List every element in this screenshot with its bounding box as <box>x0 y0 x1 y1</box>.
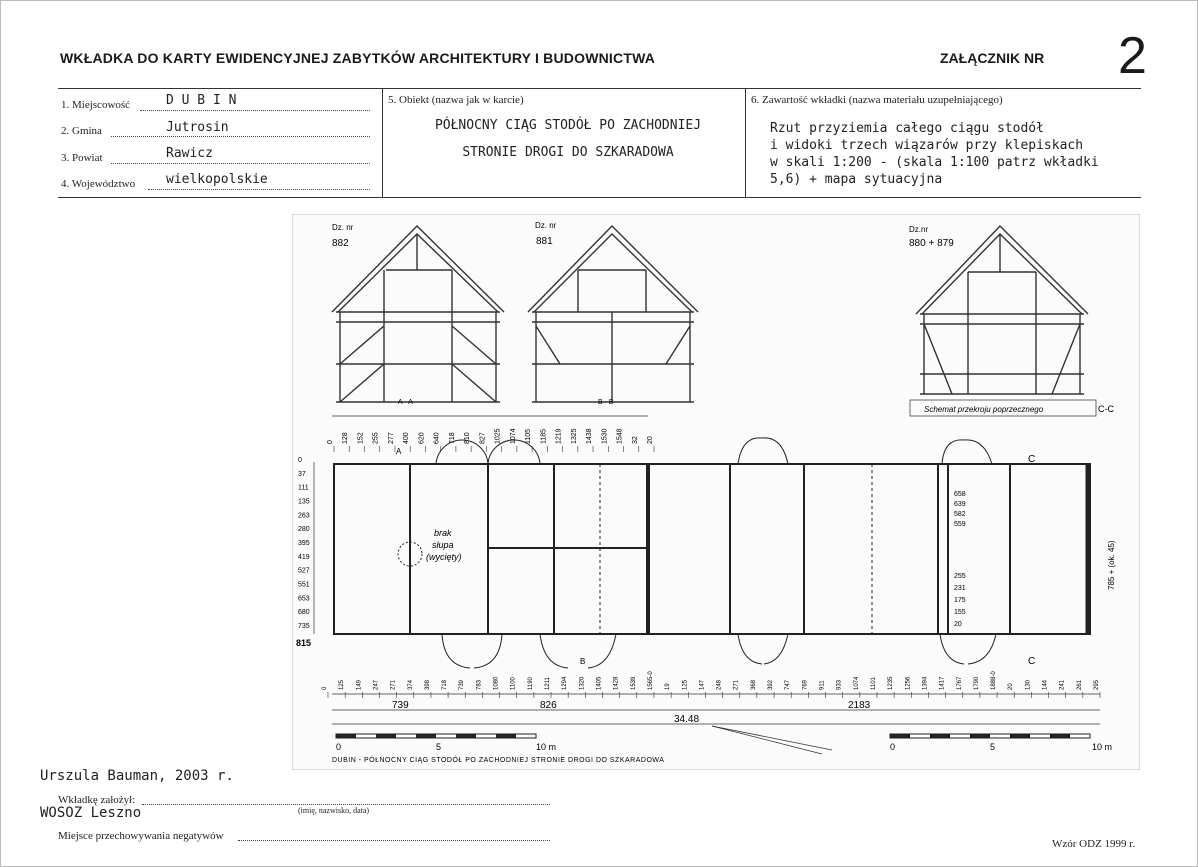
bottom-dim-label: 1256 <box>905 676 912 690</box>
bottom-dim-label: 1101 <box>870 677 877 690</box>
top-dim-label: 1438 <box>586 428 594 444</box>
top-dim-label: 400 <box>403 432 411 444</box>
column-divider-2 <box>745 88 746 197</box>
top-dim-label: 718 <box>448 432 456 444</box>
bottom-dim-label: 1539 <box>630 676 637 690</box>
top-dim-label: 152 <box>357 432 365 444</box>
bottom-dim-label: 130 <box>1025 679 1032 690</box>
bottom-dim-label: 271 <box>733 679 740 690</box>
top-dim-label: 1548 <box>616 428 624 444</box>
content-line-2: i widoki trzech wiązarów przy klepiskach <box>770 138 1084 153</box>
content-line-4: 5,6) + mapa sytuacyjna <box>770 172 943 187</box>
bottom-dim-label: 769 <box>802 679 809 690</box>
bottom-dim-label: 368 <box>750 679 757 690</box>
bottom-dim-label: 0 <box>322 686 328 690</box>
left-dim-label: 735 <box>298 623 310 630</box>
gmina-dots <box>111 136 370 137</box>
note-line-1: brak <box>434 528 452 538</box>
bottom-dim-label: 1417 <box>939 676 946 690</box>
bottom-dim-label: 149 <box>356 679 363 690</box>
bottom-dim-label: 1888-0 <box>991 671 998 690</box>
bottom-dim-label: 1294 <box>562 676 569 690</box>
left-dim-label: 551 <box>298 581 310 589</box>
scale-right-end: 10 m <box>1092 742 1113 752</box>
bottom-dim-label: 1190 <box>527 677 534 690</box>
label-c-bottom: C <box>1028 656 1036 667</box>
top-dim-label: 1185 <box>540 428 548 444</box>
gmina-value: Jutrosin <box>166 120 229 135</box>
left-dim-label: 37 <box>298 470 306 478</box>
gmina-label: 2. Gmina <box>61 125 102 137</box>
top-dim-label: 255 <box>372 432 380 444</box>
bottom-dim-label: 1320 <box>579 676 586 690</box>
powiat-value: Rawicz <box>166 146 213 161</box>
plot3-label: Dz.nr <box>909 225 929 234</box>
drawing-caption: DUBIN - PÓŁNOCNY CIĄG STODÓŁ PO ZACHODNIEJ STRONIE DROGI DO SZKARADOWA <box>332 757 665 764</box>
left-dim-label: 0 <box>298 457 302 464</box>
top-dim-label: 1219 <box>555 428 563 444</box>
top-dim-label: 277 <box>387 432 395 444</box>
right-dim-lower-label: 255 <box>954 573 966 580</box>
left-dim-label: 395 <box>298 540 310 547</box>
top-dim-label: 0 <box>327 440 334 444</box>
right-dim-lower-label: 20 <box>954 621 962 628</box>
miejscowosc-value: D U B I N <box>166 93 237 108</box>
object-label: 5. Obiekt (nazwa jak w karcie) <box>388 94 524 106</box>
bottom-dim-label: 144 <box>1042 679 1049 690</box>
architectural-drawing <box>292 214 1140 770</box>
bottom-dim-label: 241 <box>1059 679 1066 690</box>
drawing-svg <box>292 214 1140 770</box>
powiat-dots <box>111 163 370 164</box>
made-by-label: Wkładkę założył: <box>58 794 136 806</box>
scale-right-start: 0 <box>890 742 896 752</box>
scale-right-mid: 5 <box>990 742 996 752</box>
header-rule <box>58 88 1141 89</box>
top-dim-label: 32 <box>631 436 639 444</box>
right-dim-upper-label: 639 <box>954 501 966 508</box>
bottom-dim-label: 783 <box>476 679 483 690</box>
bottom-dim-label: 1767 <box>956 676 963 690</box>
table-bottom-rule <box>58 197 1141 198</box>
bottom-dim-label: 1405 <box>596 676 603 690</box>
label-a-top: A <box>396 447 402 456</box>
content-line-3: w skali 1:200 - (skala 1:100 patrz wkładki <box>770 155 1099 170</box>
plot1-label: Dz. nr <box>332 223 354 232</box>
bottom-dim-label: 1211 <box>545 677 552 690</box>
content-label: 6. Zawartość wkładki (nazwa materiału uzupełniającego) <box>751 94 1003 106</box>
bottom-dim-label: 747 <box>785 679 792 690</box>
wojewodztwo-label: 4. Województwo <box>61 178 136 190</box>
bottom-dim-label: 739 <box>459 679 466 690</box>
top-dim-label: 1025 <box>494 428 502 444</box>
wojewodztwo-dots <box>148 189 370 190</box>
top-dim-label: 128 <box>342 432 350 444</box>
bottom-dim-label: 125 <box>339 679 346 690</box>
span-2: 826 <box>540 700 557 711</box>
bottom-dim-label: 20 <box>1008 683 1015 690</box>
note-line-3: (wycięty) <box>426 552 462 562</box>
note-line-2: słupa <box>432 540 454 550</box>
plot2-label: Dz. nr <box>535 221 557 230</box>
bottom-dim-label: 1100 <box>510 677 517 690</box>
negatives-label: Miejsce przechowywania negatywów <box>58 830 224 842</box>
plot3-number: 880 + 879 <box>909 238 954 249</box>
bottom-dim-label: 718 <box>442 679 449 690</box>
top-dim-label: 20 <box>647 436 654 444</box>
bottom-dim-label: 19 <box>665 683 672 690</box>
wojewodztwo-value: wielkopolskie <box>166 172 268 187</box>
right-dim-upper-label: 582 <box>954 511 966 518</box>
bottom-dim-label: 147 <box>699 679 706 690</box>
left-dim-label: 680 <box>298 609 310 617</box>
plot2-number: 881 <box>536 236 553 247</box>
bottom-dim-label: 392 <box>768 679 775 690</box>
top-dim-label: 1105 <box>525 428 533 444</box>
bottom-dim-label: 1428 <box>613 676 620 690</box>
bottom-dim-label: 1235 <box>888 676 895 690</box>
bottom-dim-label: 261 <box>1076 679 1083 690</box>
top-dim-label: 640 <box>433 432 441 444</box>
bottom-dim-label: 398 <box>424 679 431 690</box>
schema-caption: Schemat przekroju poprzecznego <box>924 405 1044 414</box>
powiat-label: 3. Powiat <box>61 152 103 164</box>
miejscowosc-label: 1. Miejscowość <box>61 99 131 111</box>
top-dim-label: 620 <box>418 432 426 444</box>
made-by-dots <box>142 804 550 805</box>
bottom-dim-label: 1080 <box>493 676 500 690</box>
author: Urszula Bauman, 2003 r. <box>40 768 234 784</box>
right-dim-upper-label: 559 <box>954 521 966 528</box>
bottom-dim-label: 374 <box>407 679 414 690</box>
object-line-2: STRONIE DROGI DO SZKARADOWA <box>462 145 674 160</box>
left-dim-label: 135 <box>298 498 310 506</box>
label-c-top: C <box>1028 454 1036 465</box>
bottom-dim-label: 1394 <box>922 676 929 690</box>
bottom-dim-label: 247 <box>373 679 380 690</box>
bottom-dim-label: 295 <box>1094 679 1100 690</box>
right-dim-lower-label: 231 <box>954 585 966 592</box>
bottom-dim-label: 248 <box>716 679 723 690</box>
section-bb-label: B - B <box>598 399 614 406</box>
top-dim-label: 1325 <box>570 428 578 444</box>
scale-left-mid: 5 <box>436 742 442 752</box>
form-title: WKŁADKA DO KARTY EWIDENCYJNEJ ZABYTKÓW ARCHITEKTURY I BUDOWNICTWA <box>60 50 656 66</box>
left-dim-label: 527 <box>298 567 310 575</box>
left-dim-label: 263 <box>298 512 310 520</box>
form-code: Wzór ODZ 1999 r. <box>1052 838 1136 850</box>
right-dim-lower-label: 175 <box>954 597 966 604</box>
annex-label: ZAŁĄCZNIK NR <box>940 50 1045 66</box>
negatives-dots <box>238 840 550 841</box>
made-by-value: WOSOZ Leszno <box>40 805 142 821</box>
left-dim-label: 111 <box>298 484 309 492</box>
span-3: 2183 <box>848 700 871 711</box>
plot1-number: 882 <box>332 238 349 249</box>
left-dim-label: 419 <box>298 553 310 561</box>
left-dim-label: 653 <box>298 595 310 603</box>
top-dim-label: 1074 <box>509 428 517 444</box>
object-line-1: PÓŁNOCNY CIĄG STODÓŁ PO ZACHODNIEJ <box>434 118 702 133</box>
top-dim-label: 827 <box>479 432 487 444</box>
bottom-dim-label: 933 <box>836 679 843 690</box>
right-dim-lower-label: 155 <box>954 609 966 616</box>
top-dim-label: 1530 <box>601 428 609 444</box>
column-divider-1 <box>382 88 383 197</box>
right-vertical-dim: 785 + (ok. 45) <box>1107 540 1116 590</box>
section-cc-label: C-C <box>1098 404 1114 414</box>
annex-number: 2 <box>1118 27 1147 85</box>
top-dim-label: 810 <box>464 432 472 444</box>
span-1: 739 <box>392 700 409 711</box>
bottom-dim-label: 1565-0 <box>647 671 654 690</box>
miejscowosc-dots <box>140 110 370 111</box>
bottom-dim-label: 1790 <box>973 676 980 690</box>
content-line-1: Rzut przyziemia całego ciągu stodół <box>770 121 1044 136</box>
right-dim-upper-label: 658 <box>954 491 966 498</box>
scale-left-end: 10 m <box>536 742 557 752</box>
bottom-dim-label: 911 <box>819 680 826 690</box>
bottom-dim-label: 271 <box>390 679 397 690</box>
label-b-bottom: B <box>580 657 586 666</box>
made-by-hint: (imię, nazwisko, data) <box>298 806 370 815</box>
bottom-dim-label: 125 <box>682 679 689 690</box>
scale-left-start: 0 <box>336 742 342 752</box>
left-total-dim: 815 <box>296 638 312 648</box>
total-length: 34.48 <box>674 714 700 725</box>
bottom-dim-label: 1074 <box>853 676 860 690</box>
left-dim-label: 280 <box>298 526 310 534</box>
section-aa-label: A - A <box>398 399 413 406</box>
